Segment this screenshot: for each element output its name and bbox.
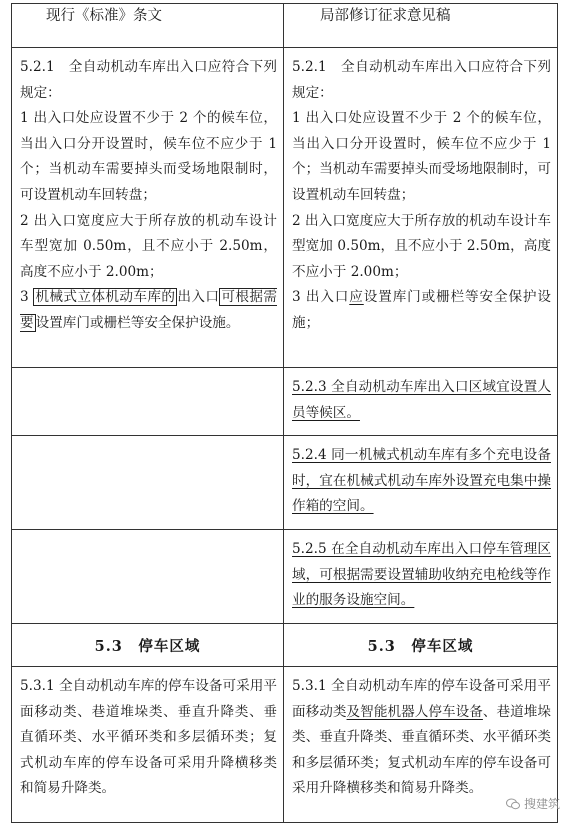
section-title-right: 5.3 停车区域 <box>284 624 558 667</box>
clause-text: 2 出入口宽度应大于所存放的机动车设计车型宽加 0.50m，且不应小于 2.50m，高度不应小于 2.00m； <box>20 212 277 280</box>
added-clause: 5.2.5 在全自动机动车库出入口停车管理区域，可根据需要设置辅助收纳充电枪线等作业的服务设施空间。 <box>292 541 551 609</box>
underlined-text: 应 <box>349 289 364 306</box>
added-clause: 5.2.3 全自动机动车库出入口区域宜设置人员等候区。 <box>292 379 551 421</box>
underlined-text: 及智能机器人停车设备 <box>346 703 483 720</box>
header-revision-draft: 局部修订征求意见稿 <box>284 4 558 48</box>
comparison-table <box>11 3 558 823</box>
table-header-row <box>12 4 558 48</box>
table-row <box>12 436 558 530</box>
clause-text: 5.2.1 全自动机动车库出入口应符合下列规定： <box>292 59 551 101</box>
table-row <box>12 530 558 624</box>
cell-revision-5-2-5 <box>284 530 558 624</box>
wechat-icon <box>506 798 520 810</box>
empty-cell <box>12 436 284 530</box>
clause-text: 1 出入口处应设置不少于 2 个的候车位，当出入口分开设置时，候车位不应少于 1 个；当机动车需要掉头而受场地限制时，可设置机动车回转盘； <box>292 110 551 203</box>
cell-current-5-3-1 <box>12 667 284 823</box>
watermark <box>506 795 560 812</box>
table-row <box>12 48 558 368</box>
header-current-standard: 现行《标准》条文 <box>12 4 284 48</box>
section-title-left: 5.3 停车区域 <box>12 624 284 667</box>
clause-text: 3 机械式立体机动车库的 出入口 可根据需要 设置库门或栅栏等安全保护设施。 <box>20 289 278 331</box>
empty-cell <box>12 530 284 624</box>
clause-text: 5.3.1 全自动机动车库的停车设备可采用平面移动类、巷道堆垛类、垂直升降类、垂直循环类、水平循环类和多层循环类；复式机动车库的停车设备可采用升降横移类和简易升降类。 <box>20 678 277 797</box>
cell-revision-5-2-1 <box>284 48 558 368</box>
empty-cell <box>12 368 284 436</box>
cell-current-5-2-1 <box>12 48 284 368</box>
watermark-text: 搜建筑 <box>523 797 560 811</box>
cell-revision-5-2-3 <box>284 368 558 436</box>
table-row <box>12 368 558 436</box>
table-row <box>12 667 558 823</box>
clause-text: 1 出入口处应设置不少于 2 个的候车位，当出入口分开设置时，候车位不应少于 1 个；当机动车需要掉头而受场地限制时，可设置机动车回转盘； <box>20 110 277 203</box>
section-row <box>12 624 558 667</box>
cell-revision-5-2-4 <box>284 436 558 530</box>
added-clause: 5.2.4 同一机械式机动车库有多个充电设备时，宜在机械式机动车库外设置充电集中操作箱的空间。 <box>292 447 551 515</box>
clause-text: 3 出入口应设置库门或栅栏等安全保护设施； <box>292 289 552 331</box>
clause-text: 5.2.1 全自动机动车库出入口应符合下列规定： <box>20 59 277 101</box>
boxed-text: 可根据需要 <box>20 289 278 331</box>
clause-text: 5.3.1 全自动机动车库的停车设备可采用平面移动类及智能机器人停车设备、巷道堆垛类、垂直升降类、垂直循环类、水平循环类和多层循环类；复式机动车库的停车设备可采用升降横移类和简易升降类。 <box>292 678 552 797</box>
boxed-text: 机械式立体机动车库的 <box>35 289 176 306</box>
clause-text: 2 出入口宽度应大于所存放的机动车设计车型宽加 0.50m，且不应小于 2.50m，高度不应小于 2.00m； <box>292 212 551 280</box>
